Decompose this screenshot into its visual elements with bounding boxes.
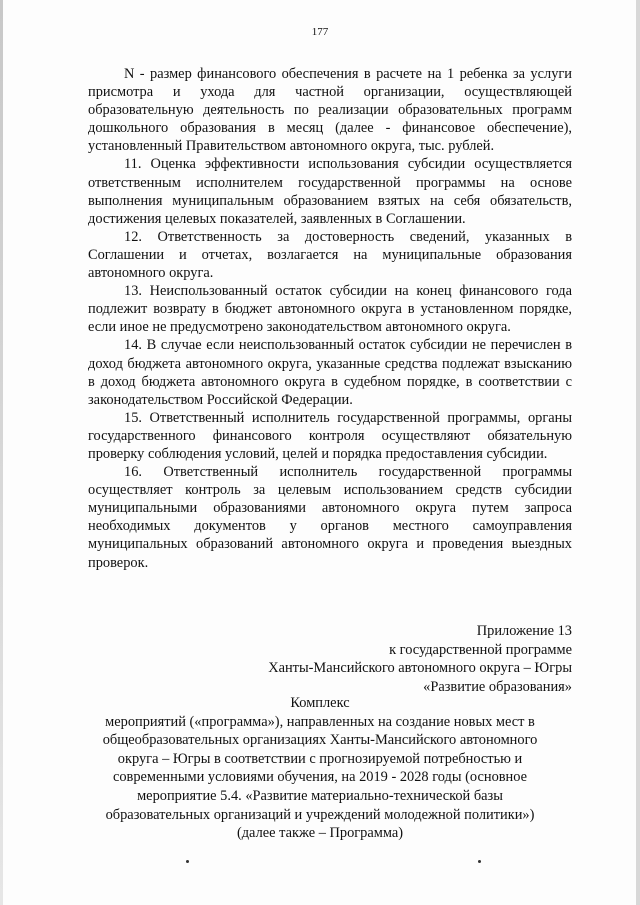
paragraph-11: 11. Оценка эффективности использования субсидии осуществляется ответственным исполнителем государственной программы на основе выполнения муниципальным образованием взятых на себя обязательств, достижения целевых показателей, заявленных в Соглашении.: [88, 156, 572, 227]
complex-line: современными условиями обучения, на 2019 - 2028 годы (основное: [112, 769, 528, 786]
complex-line: образовательных организаций и учреждений молодежной политики»): [105, 806, 535, 823]
appendix-number: Приложение 13: [476, 623, 572, 639]
scan-edge-right: [636, 0, 640, 905]
scan-edge-left: [0, 0, 3, 905]
complex-line: округа – Югры в соответствии с прогнозируемой потребностью и: [117, 750, 523, 767]
complex-line: мероприятий («программа»), направленных на создание новых мест в: [105, 713, 535, 730]
appendix-reference: к государственной программе: [389, 641, 572, 658]
complex-title-block: [60, 694, 580, 843]
scan-speck: [186, 860, 189, 863]
page-number: 177: [311, 26, 329, 38]
scan-speck: [478, 860, 481, 863]
complex-line: мероприятие 5.4. «Развитие материально-технической базы: [137, 787, 503, 804]
paragraph-14: 14. В случае если неиспользованный остаток субсидии не перечислен в доход бюджета автономного округа, указанные средства подлежат взысканию в доход бюджета автономного округа в судебном порядке, в соответствии с законодательством Российской Федерации.: [88, 337, 572, 408]
appendix-region: Ханты-Мансийского автономного округа – Югры: [268, 660, 572, 677]
paragraph-12: 12. Ответственность за достоверность сведений, указанных в Соглашении и отчетах, возлагается на муниципальные образования автономного округа.: [88, 228, 572, 282]
appendix-header: [200, 622, 572, 696]
appendix-program-name: «Развитие образования»: [423, 678, 572, 695]
complex-line: (далее также – Программа): [236, 825, 404, 842]
paragraph-16: 16. Ответственный исполнитель государственной программы осуществляет контроль за целевым использованием средств субсидии муниципальными образованиями автономного округа путем запроса необходимых документов у органов местного самоуправления муниципальных образований автономного округа и проведения выездных проверок.: [88, 464, 572, 571]
paragraph-n-definition: N - размер финансового обеспечения в расчете на 1 ребенка за услуги присмотра и ухода для частной организации, осуществляющей образовательную деятельность по реализации образовательных программ дошкольного образования в месяц (далее - финансовое обеспечение), установленный Правительством автономного округа, тыс. рублей.: [88, 66, 572, 155]
complex-heading: Комплекс: [290, 695, 350, 711]
body-text: [88, 65, 572, 572]
complex-line: общеобразовательных организациях Ханты-Мансийского автономного: [102, 732, 538, 749]
paragraph-15: 15. Ответственный исполнитель государственной программы, органы государственного финансового контроля осуществляют обязательную проверку соблюдения условий, целей и порядка предоставления субсидии.: [88, 409, 572, 462]
paragraph-13: 13. Неиспользованный остаток субсидии на конец финансового года подлежит возврату в бюджет автономного округа в установленном порядке, если иное не предусмотрено законодательством автономного округа.: [88, 283, 572, 336]
